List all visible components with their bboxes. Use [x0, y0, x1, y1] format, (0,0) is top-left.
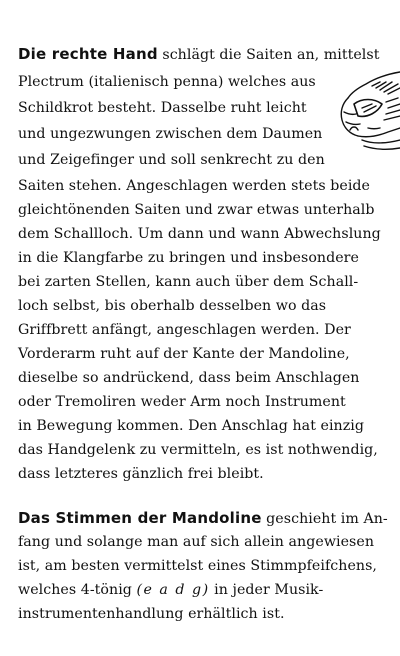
section1-line-3: und ungezwungen zwischen dem Daumen — [18, 126, 323, 142]
section2-line-3-post: in jeder Musik- — [214, 582, 324, 598]
section2-line-0-text: geschieht im An- — [266, 511, 388, 527]
section1-lead: Die rechte Hand — [18, 45, 158, 63]
section1-line-5: Saiten stehen. Angeschlagen werden stets beide — [18, 178, 370, 194]
section2-line-3-pre: welches 4-tönig — [18, 582, 132, 598]
section1-line-16: das Handgelenk zu vermitteln, es ist nothwendig, — [18, 442, 378, 458]
section1-line-7: dem Schallloch. Um dann und wann Abwechslung — [18, 226, 381, 242]
section1-line-6: gleichtönenden Saiten und zwar etwas unterhalb — [18, 202, 375, 218]
section1-line-10: loch selbst, bis oberhalb desselben wo das — [18, 298, 327, 314]
section1-line-4: und Zeigefinger und soll senkrecht zu den — [18, 152, 325, 168]
section2-line-3 — [18, 580, 386, 600]
section1-line-1: Plectrum (italienisch penna) welches aus — [18, 74, 316, 90]
section2-line-1: fang und solange man auf sich allein angewiesen — [18, 534, 375, 550]
section1-line-15: in Bewegung kommen. Den Anschlag hat einzig — [18, 418, 364, 434]
hand-holding-plectrum-icon — [328, 68, 400, 158]
section1-line-14: oder Tremoliren weder Arm noch Instrument — [18, 394, 346, 410]
section1-line-0 — [18, 44, 386, 65]
section1-line-0-text: schlägt die Saiten an, mittelst — [162, 47, 380, 63]
section2-line-0 — [18, 508, 386, 529]
section1-line-13: dieselbe so andrückend, dass beim Anschlagen — [18, 370, 360, 386]
section1-line-8: in die Klangfarbe zu bringen und insbesondere — [18, 250, 359, 266]
section1-line-9: bei zarten Stellen, kann auch über dem Schall- — [18, 274, 359, 290]
section2-line-4: instrumentenhandlung erhältlich ist. — [18, 606, 285, 622]
section1-line-11: Griffbrett anfängt, angeschlagen werden. Der — [18, 322, 351, 338]
section2-line-2: ist, am besten vermittelst eines Stimmpfeifchens, — [18, 558, 377, 574]
section2-lead: Das Stimmen der Mandoline — [18, 509, 262, 527]
section1-line-2: Schildkrot besteht. Dasselbe ruht leicht — [18, 100, 307, 116]
tuning-notes: (e a d g) — [136, 582, 210, 598]
section1-line-12: Vorderarm ruht auf der Kante der Mandoline, — [18, 346, 350, 362]
section1-line-17: dass letzteres gänzlich frei bleibt. — [18, 466, 264, 482]
